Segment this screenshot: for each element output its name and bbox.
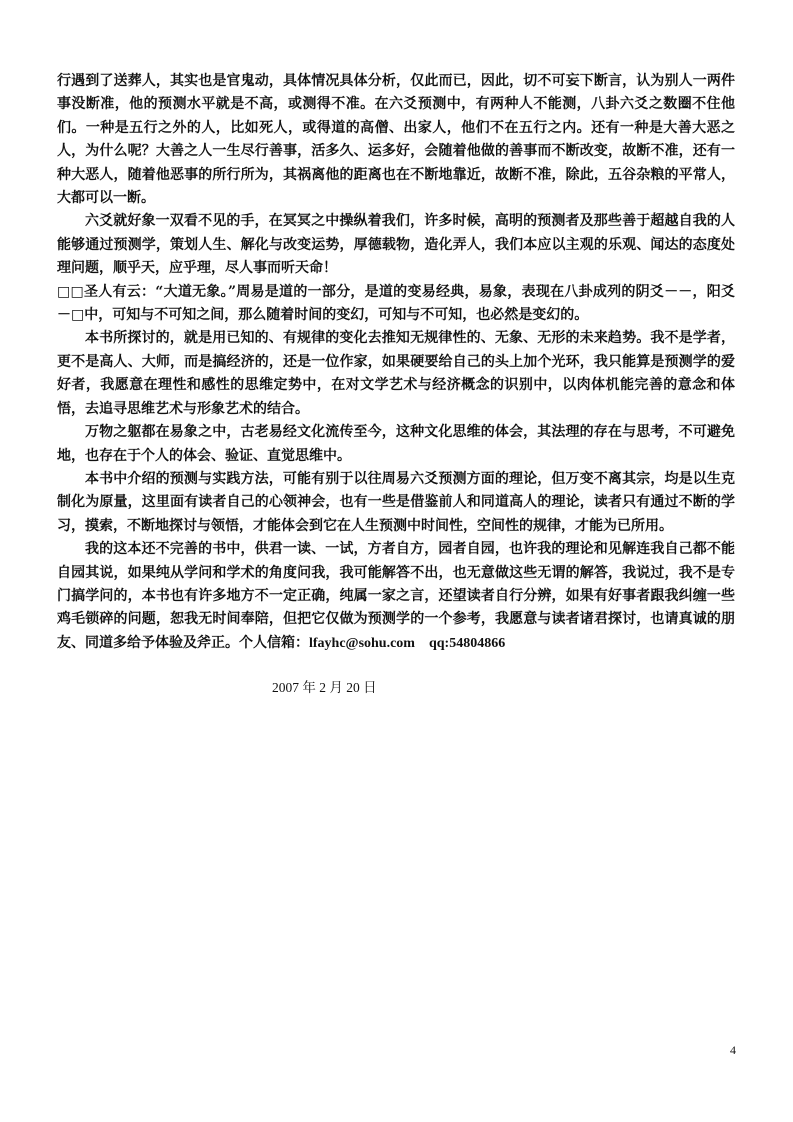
qq-number: qq:54804866 [428,635,506,651]
paragraph-7-text: 我的这本还不完善的书中，供君一读、一试，方者自方，园者自园，也许我的理论和见解连我自己都不能自园其说，如果纯从学问和学术的角度问我，我可能解答不出，也无意做这些无谓的解答，我说过，我不是专门搞学问的，本书也有许多地方不一定正确，纯属一家之言，还望读者自行分辨，如果有好事者跟我纠缠一些鸡毛锁碎的问题，恕我无时间奉陪，但把它仅做为预测学的一个参考，我愿意与读者诸君探讨，也请真诚的朋友、同道多给予体验及斧正。个人信箱： [57,541,735,651]
document-body [57,70,735,655]
paragraph-4: 本书所探讨的，就是用已知的、有规律的变化去推知无规律性的、无象、无形的未来趋势。我不是学者，更不是高人、大师，而是搞经济的，还是一位作家，如果硬要给自己的头上加个光环，我只能算是预测学的爱好者，我愿意在理性和感性的思维定势中，在对文学艺术与经济概念的识别中，以肉体机能完善的意念和体悟，去追寻思维艺术与形象艺术的结合。 [57,330,735,417]
paragraph-7 [57,538,735,655]
email-address: lfayhc@sohu.com [309,635,415,651]
paragraph-5: 万物之躯都在易象之中，古老易经文化流传至今，这种文化思维的体会，其法理的存在与思考，不可避免地，也存在于个人的体会、验证、直觉思维中。 [57,424,735,464]
page-number: 4 [730,1043,736,1057]
paragraph-1: 行遇到了送葬人，其实也是官鬼动，具体情况具体分析，仅此而已，因此，切不可妄下断言，认为别人一两件事没断准，他的预测水平就是不高，或测得不准。在六爻预测中，有两种人不能测，八卦六爻之数圈不住他们。一种是五行之外的人，比如死人，或得道的高僧、出家人，他们不在五行之内。还有一种是大善大恶之人，为什么呢？大善之人一生尽行善事，活多久、运多好，会随着他做的善事而不断改变，故断不准，还有一种大恶人，随着他恶事的所行所为，其祸离他的距离也在不断地靠近，故断不准，除此，五谷杂粮的平常人，大都可以一断。 [57,73,735,207]
document-date: 2007 年 2 月 20 日 [272,680,377,695]
paragraph-2: 六爻就好象一双看不见的手，在冥冥之中操纵着我们，许多时候，高明的预测者及那些善于超越自我的人能够通过预测学，策划人生、解化与改变运势，厚德载物，造化弄人，我们本应以主观的乐观、闻达的态度处理问题，顺乎天，应乎理，尽人事而听天命！ [57,213,735,277]
paragraph-3: □□圣人有云：“大道无象。”周易是道的一部分，是道的变易经典，易象，表现在八卦成列的阴爻－－，阳爻－□中，可知与不可知之间，那么随着时间的变幻，可知与不可知，也必然是变幻的。 [57,283,735,324]
paragraph-6: 本书中介绍的预测与实践方法，可能有别于以往周易六爻预测方面的理论，但万变不离其宗，均是以生克制化为原量，这里面有读者自己的心领神会，也有一些是借鉴前人和同道高人的理论，读者只有通过不断的学习，摸索，不断地探讨与领悟，才能体会到它在人生预测中时间性，空间性的规律，才能为已所用。 [57,470,735,534]
